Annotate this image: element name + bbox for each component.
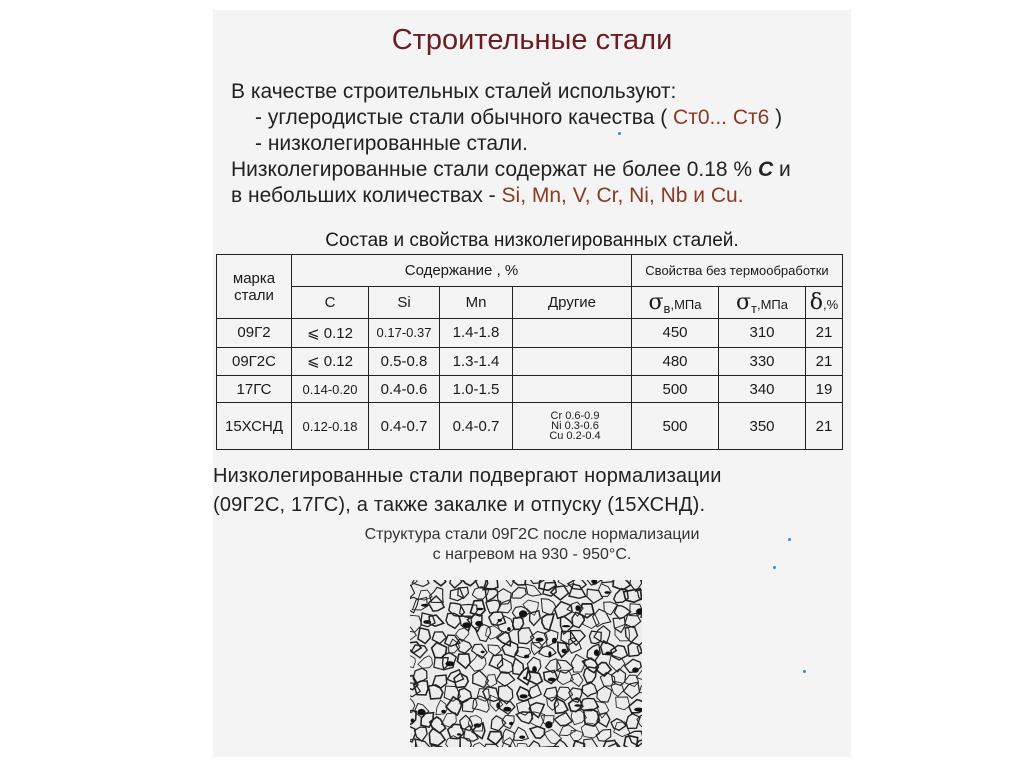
cell-sigma-b: 500 — [632, 376, 719, 403]
cell-mn: 1.0-1.5 — [440, 376, 513, 403]
cell-sigma-b: 450 — [632, 319, 719, 348]
cell-c: 0.12-0.18 — [292, 403, 369, 450]
table-row — [217, 403, 843, 450]
slide-title: Строительные стали — [391, 24, 673, 56]
intro-line-1: В качестве строительных сталей используют: — [231, 80, 677, 103]
sigma-b-unit: ,МПа — [670, 296, 702, 312]
cell-delta: 19 — [806, 376, 843, 403]
micrograph-caption — [213, 525, 851, 565]
cell-other — [513, 319, 632, 348]
other-ni: Ni 0.3-0.6 — [551, 420, 599, 433]
cell-delta: 21 — [806, 319, 843, 348]
cell-other — [513, 403, 632, 450]
intro-line-5-text: в небольших количествах - — [231, 184, 502, 207]
pearlite-grain — [507, 627, 511, 631]
pearlite-grain — [421, 604, 429, 607]
normalization-paragraph — [213, 462, 722, 520]
pearlite-grain — [548, 678, 556, 682]
delta-symbol: δ — [809, 290, 824, 315]
cell-grade: 09Г2 — [217, 319, 292, 348]
pearlite-grain — [445, 661, 454, 666]
intro-line-2-end: ) — [769, 106, 783, 129]
paragraph-line-1: Низколегированные стали подвергают нормализации — [213, 465, 722, 487]
pearlite-grain — [457, 733, 461, 735]
table-header-row-2 — [217, 287, 843, 319]
slide — [213, 10, 851, 757]
other-cr: Cr 0.6-0.9 — [550, 410, 600, 423]
cell-sigma-t: 330 — [719, 347, 806, 376]
cell-other — [513, 347, 632, 376]
header-grade: марка стали — [217, 255, 292, 319]
pearlite-grain — [411, 719, 414, 723]
cell-si: 0.4-0.7 — [369, 403, 440, 450]
pearlite-grain — [503, 707, 511, 712]
cell-si: 0.4-0.6 — [369, 376, 440, 403]
intro-line-4 — [231, 158, 791, 182]
cell-mn: 1.4-1.8 — [440, 319, 513, 348]
cell-mn: 1.3-1.4 — [440, 347, 513, 376]
cell-grade: 15ХСНД — [217, 403, 292, 450]
pearlite-grain — [520, 694, 528, 698]
pearlite-grain — [481, 651, 485, 654]
intro-line-2 — [255, 106, 782, 130]
header-mn: Mn — [440, 287, 513, 319]
pearlite-grain — [519, 736, 525, 739]
header-sigma-b — [632, 287, 719, 319]
cell-sigma-t: 310 — [719, 319, 806, 348]
pearlite-grain — [476, 608, 484, 611]
table-row — [217, 376, 843, 403]
header-properties: Свойства без термообработки — [632, 255, 843, 287]
cell-grade: 09Г2С — [217, 347, 292, 376]
steel-properties-table — [216, 254, 843, 450]
caption-line-2: с нагревом на 930 - 950°С. — [432, 546, 632, 563]
intro-line-5 — [231, 184, 744, 208]
cell-mn: 0.4-0.7 — [440, 403, 513, 450]
pearlite-grain — [441, 710, 446, 713]
decorative-dot — [773, 566, 776, 569]
cell-c: ⩽ 0.12 — [292, 347, 369, 376]
pearlite-grain — [524, 655, 529, 659]
header-c: С — [292, 287, 369, 319]
other-cu: Cu 0.2-0.4 — [549, 430, 601, 443]
carbon-symbol: С — [757, 158, 774, 181]
decorative-dot — [803, 670, 806, 673]
decorative-dot — [788, 538, 791, 541]
cell-grade: 17ГС — [217, 376, 292, 403]
header-si: Si — [369, 287, 440, 319]
header-other: Другие — [513, 287, 632, 319]
sigma-t-symbol: σ — [735, 289, 752, 315]
cell-sigma-t: 350 — [719, 403, 806, 450]
header-content: Содержание , % — [292, 255, 632, 287]
caption-line-1: Структура стали 09Г2С после нормализации — [364, 526, 700, 543]
pearlite-grain — [604, 591, 610, 594]
pearlite-grain — [548, 651, 551, 657]
sigma-t-sub: т — [751, 300, 757, 316]
cell-delta: 21 — [806, 403, 843, 450]
decorative-dot — [618, 132, 621, 135]
cell-c: 0.14-0.20 — [292, 376, 369, 403]
pearlite-grain — [545, 721, 552, 728]
sigma-b-sub: в — [663, 300, 671, 316]
delta-unit: ,% — [823, 297, 839, 312]
intro-line-4-end: и — [773, 158, 791, 181]
paragraph-line-2: (09Г2С, 17ГС), а также закалке и отпуску (15ХСНД). — [213, 494, 706, 516]
cell-other — [513, 376, 632, 403]
pearlite-grain — [632, 667, 639, 672]
pearlite-grain — [509, 722, 513, 726]
table-row — [217, 319, 843, 348]
header-sigma-t — [719, 287, 806, 319]
pearlite-grain — [562, 625, 570, 627]
cell-sigma-b: 480 — [632, 347, 719, 376]
microstructure-image — [410, 580, 642, 747]
intro-line-3: - низколегированные стали. — [255, 132, 528, 155]
sigma-b-symbol: σ — [648, 289, 664, 315]
cell-delta: 21 — [806, 347, 843, 376]
cell-c: ⩽ 0.12 — [292, 319, 369, 348]
alloy-elements: Si, Mn, V, Cr, Ni, Nb и Cu. — [501, 184, 744, 207]
cell-si: 0.17-0.37 — [369, 319, 440, 348]
table-caption: Состав и свойства низколегированных сталей. — [325, 230, 739, 251]
pearlite-grain — [552, 638, 557, 644]
header-delta — [806, 287, 843, 319]
cell-si: 0.5-0.8 — [369, 347, 440, 376]
sigma-t-unit: ,МПа — [756, 296, 788, 312]
pearlite-grain — [562, 649, 567, 653]
table-header-row-1 — [217, 255, 843, 287]
table-row — [217, 347, 843, 376]
carbon-steel-grades: Ст0... Ст6 — [673, 106, 770, 129]
cell-sigma-t: 340 — [719, 376, 806, 403]
intro-line-2-text: - углеродистые стали обычного качества ( — [255, 106, 674, 129]
pearlite-grain — [594, 649, 599, 656]
cell-sigma-b: 500 — [632, 403, 719, 450]
intro-line-4-text: Низколегированные стали содержат не более 0.18 % — [231, 158, 758, 181]
pearlite-grain — [536, 638, 544, 642]
